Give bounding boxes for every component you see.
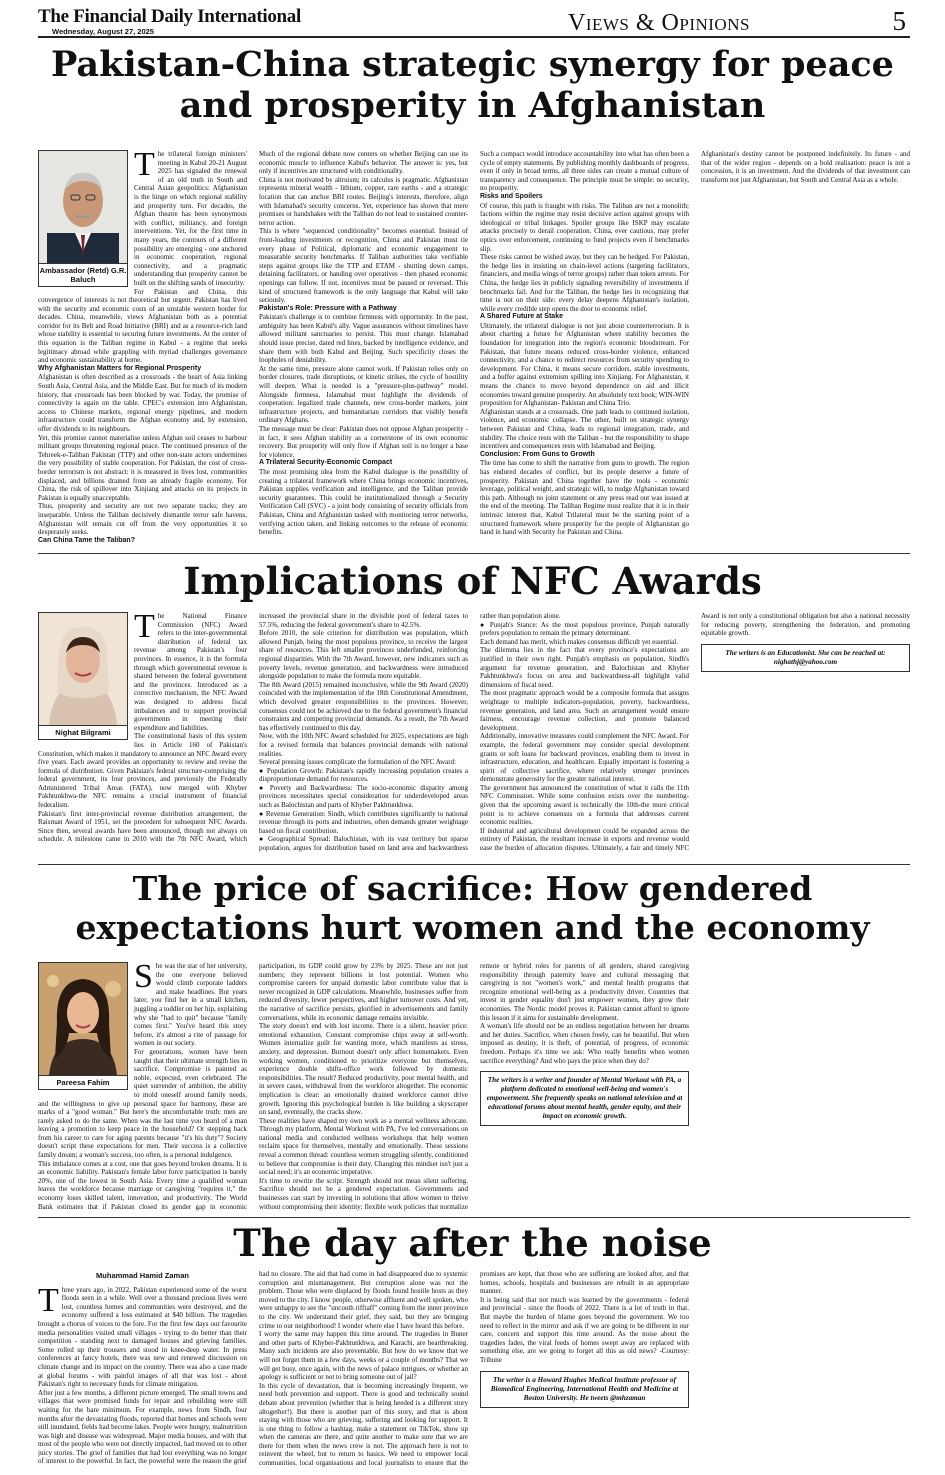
paragraph: Of course, this path is fraught with risks. The Taliban are not a monolith; factions within the regime may resist decisive action against groups with ideological or tribal linkages. Spoiler groups like ISKP may escalate attacks precisely to derail cooperation. China, ever cautious, may prefer optics over enforcement, continuing to fund projects even if benchmarks slip. xyxy=(480,201,689,253)
paragraph: I worry the same may happen this time around. The tragedies in Buner and other parts of Khyber-Pakhtunkhwa, and Karachi, are heartbreaking. Many such incidents are also preventable. But how do we know that we will not forget them in a few days, weeks or a couple of months? That we will get busy, once again, with the news of palace intrigues, or whether an apology is sufficient or not to bring someone out of jail? xyxy=(259,1330,468,1382)
paragraph: Afghanistan stands at a crossroads. One path leads to continued isolation, violence, and economic collapse. The other, built on strategic synergy between Pakistan and China, leads to regional integration, trade, and stability. The choice rests with the Taliban - but the responsibility to shape incentives and consequences rests with Islamabad and Beijing. xyxy=(480,407,689,451)
section-name: Views & Opinions xyxy=(568,10,750,36)
author-photo xyxy=(39,151,127,263)
article2-headline: Implications of NFC Awards xyxy=(183,559,762,603)
paragraph: After just a few months, a different picture emerged. The small towns and villages that were promised funds for repair and rebuilding were still waiting for the bare minimum. For example, news from Sindh, four months after the devastating floods, reported that homes and schools were still inundated, fields had become lakes. People were hungry, malnutrition was high and disease was widespread. Major media houses, and with that most of the people who were not directly impacted, had moved on to other juicy stories. The grief of families that had lost everything was no longer of interest to the powerful. In fact, the powerful were the reason the grief had no closure. The aid that had come in had disappeared due to systemic corruption and mismanagement. But corruption alone was not the problem. Those who were displaced by floods found hostile hosts as they moved to the city. I know people, otherwise affluent and well spoken, who were unhappy to see the "uncouth riffraff" coming from the inner province to the city. We understand their grief, they said, but they are bringing crime to our neighborhood! I wonder where else I have heard this before. xyxy=(38,1270,468,1466)
section-divider xyxy=(38,864,910,865)
paragraph: Before 2010, the sole criterion for distribution was population, which allowed Punjab, being the most populous province, to receive the largest share of resources. This left smaller provinces underfunded, reinforcing regional disparities. With the 7th Award, however, new indicators such as poverty levels, revenue generation, and backwardness were introduced alongside population to make the formula more equitable. xyxy=(259,629,468,681)
paragraph: Several pressing issues complicate the formulation of the NFC Award: xyxy=(259,758,457,767)
paragraph: Such a compact would introduce accountability into what has often been a cycle of empty statements. By publishing monthly dashboards of progress, even if only in broad terms, all three sides can create a mutual culture of transparency and consequence. The principle must be simple: no security, no prosperity. xyxy=(480,150,689,193)
paragraph: For generations, women have been taught that their ultimate strength lies in sacrifice. Compromise is painted as noble, expected, even celebrated. The quiet surrender of ambition, the ability to mold oneself around family needs, and the willingness to give up personal space for harmony, these are marks of a "good woman." But here's the uncomfortable truth: men are rarely asked to do the same. When was the last time you heard of a man leaving a promotion to keep peace in the household? Or stepping back from his career to care for aging parents because "it's his duty"? Society doesn't script these expectations for men. Their success is a collective family dream; a woman's success, too often, is a personal indulgence. xyxy=(38,1047,247,1160)
dropcap: T xyxy=(134,150,155,183)
issue-date: Wednesday, August 27, 2025 xyxy=(52,27,154,36)
author-bio: The writers is an Educationist. She can be reached at: nighathj@yahoo.com xyxy=(701,644,910,672)
paragraph: For Pakistan and China, this convergence of interests is not theoretical but urgent. Pakistan has lived with the security and economic costs of an unstable western border for decades. China, meanwhile, views Afghanistan both as a potential corridor for its Belt and Road Initiative (BRI) and as a resource-rich land whose stability is essential to securing future investments. At the center of this equation is the Taliban regime in Kabul - a regime that seeks legitimacy abroad while grappling with myriad challenges governance and economic sustainability at home. xyxy=(38,287,247,365)
author-box xyxy=(38,612,128,740)
paragraph: The constitutional basis of this system lies in Article 160 of Pakistan's Constitution, which makes it mandatory to announce an NFC Award every five years. Each award provides an opportunity to review and revise the formula of distribution. Given Pakistan's federal structure-comprising the federal government, its four provinces, and previously the Federally Administered Tribal Areas (FATA), now merged with Khyber Pakhtunkhwa-the NFC remains a crucial instrument of financial federalism. xyxy=(38,732,247,810)
paragraph: hree years ago, in 2022, Pakistan experienced some of the worst floods seen in a while. Well over a thousand precious lives were lost, countless homes and communities were destroyed, and the economy suffered a loss estimated at $40 billion. The tragedies brought a chorus of voices to the fore. For the first few days our favourite media personalities visited small villages - trying to do better than their competition - standing next to damaged houses and grieving families. Some rolled up their trousers and stood in knee-deep water. In press conferences at fancy hotels, there was new and renewed discussion on climate change and its impact on the country. There was also a case made at global forums - with painful images of all that was lost - about Pakistan's right to necessary funds for climate mitigation. xyxy=(38,1285,247,1389)
paragraph: It is being said that not much was learned by the governments - federal and provincial - since the floods of 2022. There is a lot of truth in that. But maybe the burden of blame goes beyond the government. We too need to reflect in the mirror and ask if we are going to be different in our care, concern and support this time around. As the noise about the tragedies fades, the viral feeds of homes swept away are replaced with something else, are we going to forget all this as old news? -Courtesy: Tribune xyxy=(480,1295,689,1364)
article2-body xyxy=(38,612,910,860)
paragraph: Thus, prosperity and security are not two separate tracks; they are inseparable. Unless the Taliban decisively dismantle terror safe havens, Afghanistan will remain cut off from the very opportunities it so desperately seeks. xyxy=(38,502,247,537)
paragraph: he trilateral foreign ministers' meeting in Kabul 20-21 August 2025 has signaled the renewal of an old truth in South and Central Asian geopolitics: Afghanistan is the hinge on which regional stability and prosperity turn. For decades, the Afghan theatre has been synonymous with conflict, militancy, and foreign interventions. Yet, for the first time in many years, the contours of a different possibility are emerging - one anchored in economic cooperation, regional connectivity, and a pragmatic understanding that prosperity cannot be built on the shifting sands of insecurity. xyxy=(134,150,247,287)
paragraph: A woman's life should not be an endless negotiation between her dreams and her duties. Sacrifice, when chosen freely, can be beautiful. But when imposed as destiny, it is theft, of potential, of progress, of economic freedom. Perhaps it's time we ask: Who really benefits when women sacrifice everything? And who pays the price when they do? xyxy=(480,1022,689,1065)
author-name: Pareesa Fahim xyxy=(39,1075,127,1089)
paper-name: The Financial Daily International xyxy=(38,6,301,27)
paragraph: Ultimately, the trilateral dialogue is not just about counterterrorism. It is about charting a future for Afghanistan where stability becomes the foundation for integration into the region's economic bloodstream. For Pakistan, that future means reduced cross-border violence, enhanced connectivity, and a chance to redirect resources from security spending to development. For China, it means secure corridors, stable investments, and a buffer against extremism spilling into Xinjiang. For Afghanistan, it means the chance to move beyond dependence on aid and illicit economies toward genuine prosperity. An absolutely text book; WIN-WIN proposition for Afghanistan- Pakistan and China Trio. xyxy=(480,321,689,408)
dropcap: S xyxy=(134,962,153,995)
paragraph: he was the star of her university, the one everyone believed would climb corporate ladders and make headlines. But years later, you find her in a small kitchen, juggling a toddler on her hip, explaining why she "had to quit" because "family comes first." You've heard this story before, it's almost a rite of passage for women in our society. xyxy=(134,962,247,1048)
section-divider xyxy=(38,1217,910,1218)
paragraph: Pakistan's first inter-provincial revenue distribution arrangement, the Raisman Award of 1951, set the precedent for subsequent NFC Awards. Since then, several awards have been announced, though not always on schedule. A milestone came in 2010 with the 7th NFC Award, which increased the provincial share in the divisible pool of federal taxes to 57.5%, reducing the federal government's share to 42.5%. xyxy=(38,612,468,844)
page-number: 5 xyxy=(892,6,906,36)
author-photo xyxy=(39,963,127,1075)
article4 xyxy=(38,1270,910,1470)
paragraph: ● Geographical Spread: Balochistan, with its vast territory but sparse population, argues for distribution based on land area and backwardness rather than population alone. xyxy=(259,612,561,853)
section-divider xyxy=(38,553,910,554)
article2 xyxy=(38,612,910,860)
author-bio: The writers is a writer and founder of Mental Workout with PA, a platform dedicated to emotional well-being and women's empowerment. She frequently speaks on national television and at educational forums about mental health, gender equity, and their impact on economic growth. xyxy=(480,1071,689,1126)
paragraph: Afghanistan's destiny cannot be postponed indefinitely. Its future - and that of the wider region - depends on a bold realisation: peace is not a concession, it is an investment. And the dividends of that investment can transform not just Afghanistan, but South and Central Asia as a whole. xyxy=(701,150,910,184)
paragraph: ● Poverty and Backwardness: The socio-economic disparity among provinces necessitates special consideration for underdeveloped areas such as Balochistan and parts of Khyber Pakhtunkhwa. xyxy=(259,783,468,810)
author-box xyxy=(38,150,128,287)
paragraph: Additionally, innovative measures could complement the NFC Award. For example, the federal government may consider special development grants or soft loans for backward provinces, enabling them to invest in infrastructure, education, and healthcare. Equally important is fostering a spirit of collective sacrifice, where relatively stronger provinces demonstrate generosity for the greater national interest. xyxy=(480,732,689,784)
article3 xyxy=(38,962,910,1216)
dropcap: T xyxy=(134,612,155,645)
author-box xyxy=(38,962,128,1090)
paragraph: ● Revenue Generation: Sindh, which contributes significantly to national revenue through its ports and industries, often demands greater weightage based on fiscal contribution. xyxy=(259,809,468,835)
paragraph: At the same time, pressure alone cannot work. If Pakistan relies only on border closures, trade disruptions, or kinetic strikes, the cycle of hostility will deepen. What is needed is a "pressure-plus-pathway" model. Alongside firmness, Islamabad must highlight the dividends of cooperation: legalized trade channels, new cross-border markets, joint infrastructure projects, and humanitarian corridors that visibly benefit ordinary Afghans. xyxy=(259,364,468,425)
author-byline: Muhammad Hamid Zaman xyxy=(96,1271,189,1280)
paragraph: Now, with the 10th NFC Award scheduled for 2025, expectations are high for a revised formula that balances provincial demands with national realities. xyxy=(259,732,468,758)
article1-body xyxy=(38,150,910,546)
dropcap: T xyxy=(38,1281,59,1319)
paragraph: The government has announced the constitution of what it calls the 11th NFC Commission. While some confusion exists over the numbering-given that the upcoming award is technically the 10th-the more critical point is to achieve consensus on a formula that addresses current economic realities. xyxy=(480,783,689,827)
author-photo xyxy=(39,613,127,725)
subheading: Pakistan's Role: Pressure with a Pathway xyxy=(259,304,397,312)
subheading: Conclusion: From Guns to Growth xyxy=(480,450,595,458)
paragraph: he National Finance Commission (NFC) Award refers to the inter-governmental distribution of federal tax revenue among Pakistan's four provinces. In essence, it is the formula through which governmental revenue is shared between the federal government and the provinces. Introduced as a corrective mechanism, the NFC Award was designed to address fiscal imbalances and to support provincial governments in meeting their expenditure and liabilities. xyxy=(134,612,247,732)
paragraph: ● Punjab's Stance: As the most populous province, Punjab naturally prefers population to remain the primary determinant. xyxy=(480,620,689,638)
paragraph: This imbalance comes at a cost, one that goes beyond broken dreams. It is an economic liability. Pakistan's female labor force participation is barely 20%, one of the lowest in South Asia. Every time a qualified woman leaves the workforce because marriage or caregiving "requires it," the economy loses skilled talent, innovation, and productivity. The World Bank estimates that if Pakistan closed its gender gap in economic participation, its GDP could grow by 23% by 2025. These are not just numbers; they represent billions in lost potential. Women who compromise careers for unpaid domestic labor contribute value that is never recognized in GDP calculations. Meanwhile, businesses suffer from reduced diversity, fewer perspectives, and higher turnover costs. And yet, the narrative of sacrifice persists, glorified in advertisements and family conversations, while its economic damage remains invisible. xyxy=(38,962,468,1211)
author-name: Ambassador (Retd) G.R. Baluch xyxy=(39,263,127,286)
paragraph: The story doesn't end with lost income. There is a silent, heavier price: emotional exhaustion. Constant compromise chips away at self-worth. Women internalize guilt for wanting more, which manifests as stress, anxiety, and depression. Burnout doesn't only affect homemakers. Even working women, conditioned to prioritize everyone but themselves, experience double shifts-office work followed by domestic responsibilities. The result? Reduced productivity, poor mental health, and in severe cases, withdrawal from the workforce altogether. The economic implication is clear: an emotionally drained workforce cannot drive growth. Ignoring this psychological burden is like building a skyscraper on sand, eventually, the cracks show. xyxy=(259,1022,468,1117)
subheading: Why Afghanistan Matters for Regional Prosperity xyxy=(38,364,202,372)
masthead xyxy=(38,4,910,38)
paragraph: This is where "sequenced conditionality" becomes essential. Instead of front-loading investments or recognition, China and Pakistan must tie every phase of Political, diplomatic and economic engagement to measurable security benchmarks. If Taliban authorities take verifiable steps against groups like the TTP and ETAM - shutting down camps, detaining facilitators, or handing over operatives - then phased economic openings can follow. If not, incentives must be paused or reversed. This kind of structured framework is the only language that Kabul will take seriously. xyxy=(259,227,468,305)
paragraph: These realities have shaped my own work as a mental wellness advocate. Through my platform, Mental Workout with PA, I've led conversations on national media and conducted wellness workshops that help women reclaim space for themselves, mentally and emotionally. These sessions reveal a common thread: countless women struggling silently, conditioned to believe that compromise is their duty. Changing this mindset isn't just a social need; it's an economic imperative. xyxy=(259,1116,468,1177)
article1-headline: Pakistan-China strategic synergy for peace and prosperity in Afghanistan xyxy=(51,44,894,127)
paragraph: Pakistan's challenge is to combine firmness with opportunity. In the past, ambiguity has been Kabul's ally. Vague assurances without timelines have allowed militant sanctuaries to persist. This must change. Islamabad should issue precise, dated red lines, backed by intelligence evidence, and share them with both Kabul and Beijing. Such specificity closes the loopholes of deniability. xyxy=(259,313,468,365)
article3-body xyxy=(38,962,910,1216)
paragraph: The time has come to shift the narrative from guns to growth. The region has endured decades of conflict, but its people deserve a future of prosperity. Pakistan and China together have the tools - economic leverage, political weight, and strategic will, to nudge Afghanistan toward this path. Although no joint statement or any press read out was issued at the end of the meeting. The Taliban Regime must realize that it is in their intrinsic interest that, Kabul Trilateral must be the starting point of a structured framework where prosperity for the people of Afghanistan go hand in hand with Security for Pakistan and China. xyxy=(480,459,689,537)
article4-body xyxy=(38,1270,910,1470)
subheading: A Shared Future at Stake xyxy=(480,313,563,321)
paragraph: Yet, this promise cannot materialise unless Afghan soil ceases to harbour militant groups threatening regional peace. The continued presence of the Tehreek-e-Taliban Pakistan (TTP) and other non-state actors undermines the very possibility of stable cooperation. For Pakistan, the cost of cross-border terrorism is not abstract: it is measured in lives lost, communities displaced, and billions drained from an already fragile economy. For China, the risk of spillover into Xinjiang and attacks on its projects in Pakistan is equally unacceptable. xyxy=(38,433,247,502)
paragraph: These risks cannot be wished away, but they can be hedged. For Pakistan, the hedge lies in insisting on chain-level actions (targeting facilitators, financiers, and media wings of terror groups) rather than token arrests. For China, the hedge lies in publicly signaling reversibility of investments if benchmarks fail. And for the Taliban, the hedge lies in recognizing that time is not on their side: every delay deepens Afghanistan's isolation, while every credible step opens the door to economic relief. xyxy=(480,253,689,313)
paragraph: Much of the regional debate now centers on whether Beijing can use its economic muscle to influence Kabul's behavior. The answer is: yes, but only if incentives are structured with conditionality. xyxy=(259,150,468,176)
paragraph: The dilemma lies in the fact that every province's expectations are justified in their own right. Punjab's emphasis on population, Sindh's argument for revenue generation, and Balochistan and Khyber Pakhtunkhwa's focus on area and backwardness-all highlight valid dimensions of fiscal need. xyxy=(480,646,689,689)
paragraph: The most pragmatic approach would be a composite formula that assigns weightage to multiple indicators-population, poverty, backwardness, revenue generation, and land area. Such an arrangement would ensure fairness, encourage revenue collection, and promote balanced development. xyxy=(480,689,689,732)
article3-headline: The price of sacrifice: How gendered expectations hurt women and the economy xyxy=(75,869,870,947)
article1-text xyxy=(38,150,910,546)
paragraph: The message must be clear: Pakistan does not oppose Afghan prosperity - in fact, it sees Afghan stability as a cornerstone of its own economic recovery. But prosperity will only flow if Afghan soil is no longer a base for violence. xyxy=(259,425,468,459)
paragraph: ● Population Growth: Pakistan's rapidly increasing population creates a disproportionate demand for resources. xyxy=(259,766,468,784)
paragraph: The 8th Award (2015) remained inconclusive, while the 9th Award (2020) coincided with the implementation of the 18th Constitutional Amendment, which devolved greater responsibilities to the provinces. However, consensus could not be achieved due to the federal government's financial constraints and competing provincial demands. As a result, the 7th Award has effectively continued to this day. xyxy=(259,680,468,732)
subheading: Can China Tame the Taliban? xyxy=(38,536,135,544)
paragraph: If industrial and agricultural development could be expanded across the entirety of Pakistan, the resultant increase in exports and revenue would ease the burden of allocation disputes. Ultimately, a fair and timely NFC Award is not only a constitutional obligation but also a national necessity for reducing poverty, strengthening the federation, and promoting equitable growth. xyxy=(480,612,910,853)
author-name: Nighat Bilgrami xyxy=(39,725,127,739)
article4-headline: The day after the noise xyxy=(233,1221,712,1265)
paragraph: The most promising idea from the Kabul dialogue is the possibility of creating a trilateral framework where China brings economic incentives, Pakistan supplies verification and intelligence, and the Taliban provide security guarantees. This could be institutionalized through a Security Verification Cell (SVC) - a joint body consisting of security officials from Pakistan, China and Afghanistan tasked with monitoring terror networks, verifying action taken, and linking outcomes to the release of economic benefits. xyxy=(259,467,468,537)
paragraph: Each demand has merit, which makes consensus difficult yet essential. xyxy=(480,637,678,646)
subheading: A Trilateral Security-Economic Compact xyxy=(259,459,393,467)
paragraph: China is not motivated by altruism; its calculus is pragmatic. Afghanistan represents mineral wealth - lithium, copper, rare earths - and a strategic location that can anchor BRI routes. Beijing's interests, therefore, align with Islamabad's security concerns. Yet, experience has shown that mere promises or handshakes with the Taliban do not lead to sustained counter-terror action. xyxy=(259,175,468,227)
article1 xyxy=(38,150,910,546)
paragraph: In this cycle of devastation, that is becoming increasingly frequent, we need both prevention and support. There is good and technically sound debate about prevention (whether that is being heeded is a different story altogether!). But there is another part of this story, and that is about staying with those who are grieving, suffering and looking for support. It is one thing to follow a hashtag, make a statement on TikTok, show up when the cameras are there, and quite another to make sure that we are there for them when the news crew is not. The approach here is not to reinvent the wheel, but to return to basics. We need to empower local communities, local organisations and local journalists to ensure that the promises are kept, that those who are suffering are looked after, and that homes, schools, hospitals and businesses are rebuilt in an appropriate manner. xyxy=(259,1270,689,1468)
author-bio: The writer is a Howard Hughes Medical Institute professor of Biomedical Engineering, International Health and Medicine at Boston University. He tweets @mhzaman xyxy=(480,1371,689,1408)
paragraph: It's time to rewrite the script. Strength should not mean silent suffering. Sacrifice should not be a gendered expectation. Governments and businesses can start by investing in solutions that allow women to thrive without compromising their identity: flexible work policies that normalize remote or hybrid roles for parents of all genders, shared caregiving responsibility through paternity leave and cultural messaging that caregiving is not "women's work," and mental health programs that recognize emotional well-being as a productivity driver. Countries that invest in gender equality don't just empower women, they grow their economies. The Nordic model proves it. Pakistan cannot afford to ignore this lesson if it aims for sustainable development. xyxy=(259,962,689,1211)
paragraph: Afghanistan is often described as a crossroads - the heart of Asia linking South Asia, Central Asia, and the Middle East. But for much of its modern history, that crossroads has been blocked by war. Today, the promise of connectivity is again on the table. CPEC's extension into Afghanistan, access to Chinese markets, regional energy pipelines, and modern infrastructure could transform the Afghan economy and, by extension, offer dividends to its neighbours. xyxy=(38,373,247,433)
subheading: Risks and Spoilers xyxy=(480,192,543,200)
